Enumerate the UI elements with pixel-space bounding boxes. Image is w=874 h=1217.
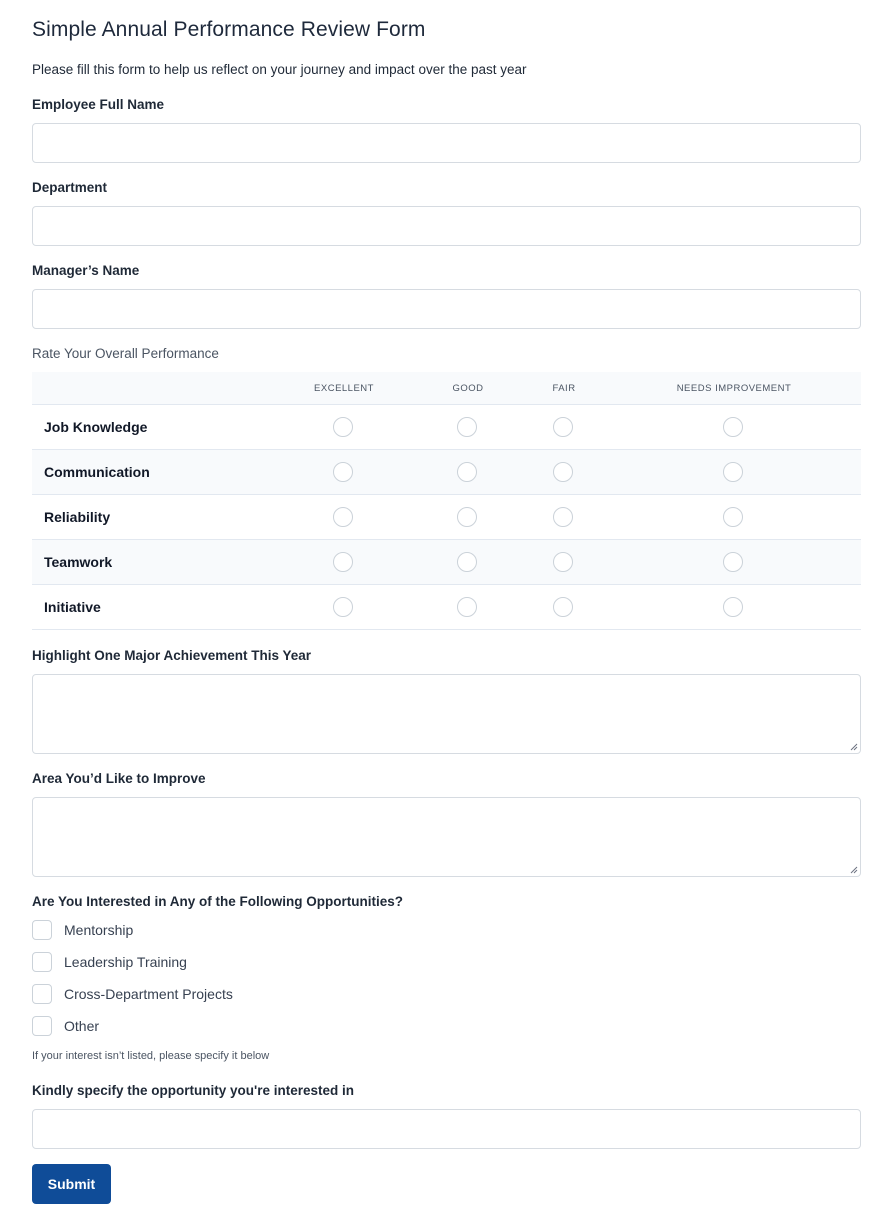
option-leadership-training[interactable] [32, 952, 432, 974]
specify-label: Kindly specify the opportunity you're interested in [32, 1083, 355, 1098]
opportunities-hint: If your interest isn’t listed, please specify it below [32, 1050, 270, 1062]
column-header-good: GOOD [452, 383, 484, 394]
radio-needs-improvement[interactable] [723, 597, 743, 617]
form-title: Simple Annual Performance Review Form [32, 18, 426, 41]
radio-fair[interactable] [553, 462, 573, 482]
achievement-textarea[interactable] [32, 674, 861, 754]
radio-excellent[interactable] [333, 507, 353, 527]
option-label: Other [64, 1018, 100, 1034]
radio-good[interactable] [457, 597, 477, 617]
row-label: Reliability [44, 509, 111, 525]
column-header-needs-improvement: NEEDS IMPROVEMENT [676, 383, 792, 394]
radio-good[interactable] [457, 417, 477, 437]
rating-row-communication [32, 450, 861, 495]
resize-grip-icon[interactable] [850, 866, 858, 874]
option-mentorship[interactable] [32, 920, 432, 942]
radio-excellent[interactable] [333, 552, 353, 572]
checkbox-mentorship[interactable] [32, 920, 52, 940]
manager-name-label: Manager’s Name [32, 263, 140, 278]
department-label: Department [32, 180, 108, 195]
radio-fair[interactable] [553, 597, 573, 617]
rating-row-teamwork [32, 540, 861, 585]
option-label: Mentorship [64, 922, 134, 938]
opportunities-label: Are You Interested in Any of the Following Opportunities? [32, 894, 404, 909]
rating-row-reliability [32, 495, 861, 540]
improve-textarea[interactable] [32, 797, 861, 877]
checkbox-leadership-training[interactable] [32, 952, 52, 972]
radio-needs-improvement[interactable] [723, 552, 743, 572]
rating-label: Rate Your Overall Performance [32, 346, 219, 361]
row-label: Job Knowledge [44, 419, 148, 435]
radio-excellent[interactable] [333, 597, 353, 617]
option-cross-department-projects[interactable] [32, 984, 432, 1006]
row-label: Teamwork [44, 554, 113, 570]
specify-input[interactable] [32, 1109, 861, 1149]
option-label: Leadership Training [64, 954, 187, 970]
radio-good[interactable] [457, 507, 477, 527]
radio-good[interactable] [457, 552, 477, 572]
checkbox-cross-department-projects[interactable] [32, 984, 52, 1004]
row-label: Initiative [44, 599, 101, 615]
rating-row-job-knowledge [32, 405, 861, 450]
option-other[interactable] [32, 1016, 432, 1038]
rating-matrix-header [32, 372, 861, 405]
employee-name-label: Employee Full Name [32, 97, 165, 112]
column-header-fair: FAIR [552, 383, 576, 394]
improve-label: Area You’d Like to Improve [32, 771, 206, 786]
row-label: Communication [44, 464, 150, 480]
radio-fair[interactable] [553, 417, 573, 437]
radio-fair[interactable] [553, 552, 573, 572]
resize-grip-icon[interactable] [850, 743, 858, 751]
option-label: Cross-Department Projects [64, 986, 233, 1002]
radio-good[interactable] [457, 462, 477, 482]
radio-needs-improvement[interactable] [723, 507, 743, 527]
radio-needs-improvement[interactable] [723, 462, 743, 482]
radio-fair[interactable] [553, 507, 573, 527]
submit-button[interactable]: Submit [32, 1164, 111, 1204]
radio-needs-improvement[interactable] [723, 417, 743, 437]
department-input[interactable] [32, 206, 861, 246]
rating-matrix [32, 372, 861, 630]
column-header-excellent: EXCELLENT [314, 383, 374, 394]
rating-row-initiative [32, 585, 861, 630]
achievement-label: Highlight One Major Achievement This Year [32, 648, 312, 663]
employee-name-input[interactable] [32, 123, 861, 163]
radio-excellent[interactable] [333, 462, 353, 482]
manager-name-input[interactable] [32, 289, 861, 329]
form-subtitle: Please fill this form to help us reflect on your journey and impact over the past year [32, 62, 527, 77]
checkbox-other[interactable] [32, 1016, 52, 1036]
radio-excellent[interactable] [333, 417, 353, 437]
